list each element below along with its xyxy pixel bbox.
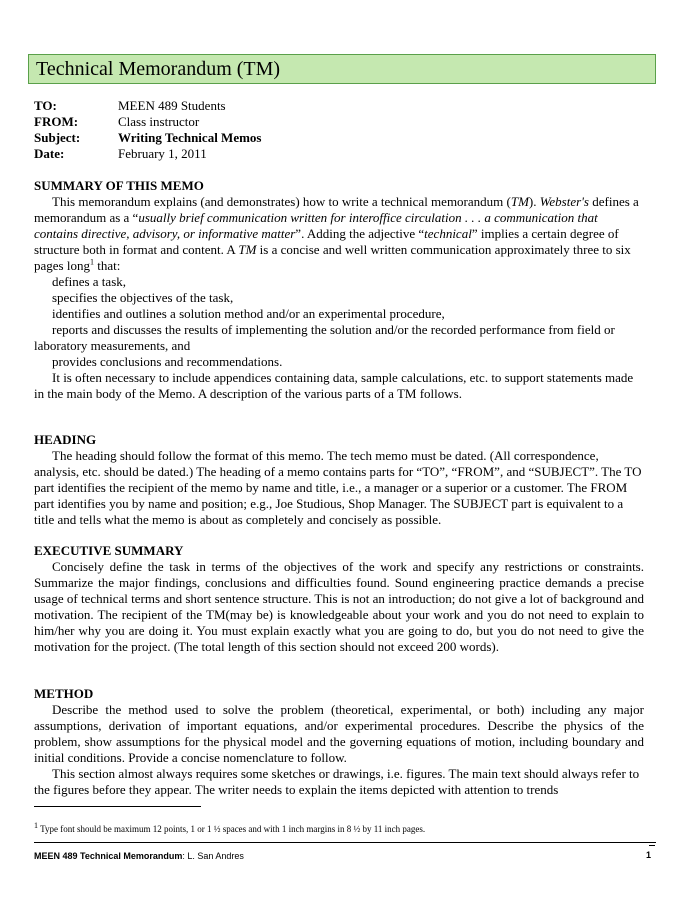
method-paragraph-2: This section almost always requires some sketches or drawings, i.e. figures. The main text should always refer to the figures before they appear. The writer needs to explain the items depicted with attention to trends xyxy=(34,766,640,797)
method-heading: METHOD xyxy=(34,686,94,701)
method-paragraph: Describe the method used to solve the problem (theoretical, experimental, or both) including any major assumptions, derivation of important equations, and/or experimental procedures. Describe the physics of the problem, show assumptions for the physical model and the governing equations of motion, including boundary and initial conditions. Provide a concise nomenclature to follow. xyxy=(34,702,644,765)
footer-rule xyxy=(34,842,656,843)
footer-course: MEEN 489 Technical Memorandum xyxy=(34,851,183,861)
list-item: defines a task, xyxy=(52,274,127,289)
list-item: reports and discusses the results of implementing the solution and/or the recorded performance from field or laboratory measurements, and xyxy=(34,322,615,353)
list-item: specifies the objectives of the task, xyxy=(52,290,234,305)
executive-heading: EXECUTIVE SUMMARY xyxy=(34,543,184,558)
heading-section-heading: HEADING xyxy=(34,432,97,447)
summary-paragraph-2: It is often necessary to include appendices containing data, sample calculations, etc. to support statements made in the main body of the Memo. A description of the various parts of a TM follows. xyxy=(34,370,634,401)
list-item: identifies and outlines a solution method and/or an experimental procedure, xyxy=(52,306,445,321)
heading-paragraph: The heading should follow the format of this memo. The tech memo must be dated. (All correspondence, analysis, etc. should be dated.) The heading of a memo contains parts for “TO”, “FROM”, and “SUBJECT”. The TO part identifies the recipient of the memo by name and title, i.e., a manager or a superior or a customer. The FROM part identifies you by name and position; e.g., Joe Studious, Shop Manager. The SUBJECT part is equivalent to a title and tells what the memo is about as completely and concisely as possible. xyxy=(34,448,642,527)
method-body-2 xyxy=(34,766,644,798)
to-label: TO: xyxy=(34,98,57,113)
date-value: February 1, 2011 xyxy=(118,146,207,161)
summary-body xyxy=(34,194,644,370)
title-banner xyxy=(28,54,656,84)
footnote-ref: 1 xyxy=(89,257,94,267)
footnote-number: 1 xyxy=(34,821,38,830)
summary-heading: SUMMARY OF THIS MEMO xyxy=(34,178,204,193)
footer-author: : L. San Andres xyxy=(182,851,244,861)
to-value: MEEN 489 Students xyxy=(118,98,226,113)
executive-body xyxy=(34,559,644,655)
page-number: 1 xyxy=(646,850,652,860)
footnote-rule xyxy=(34,806,201,807)
footnote xyxy=(34,823,425,835)
from-value: Class instructor xyxy=(118,114,200,129)
heading-section-body xyxy=(34,448,644,528)
list-item: provides conclusions and recommendations. xyxy=(52,354,283,369)
date-label: Date: xyxy=(34,146,65,161)
footnote-text: Type font should be maximum 12 points, 1 or 1 ½ spaces and with 1 inch margins in 8 ½ by 11 inch pages. xyxy=(38,824,426,834)
subject-value: Writing Technical Memos xyxy=(118,130,262,145)
page-footer xyxy=(34,850,244,862)
memo-title: Technical Memorandum (TM) xyxy=(36,58,281,80)
summary-paragraph: This memorandum explains (and demonstrates) how to write a technical memorandum (TM). Webster's defines a memorandum as a “usually brief communication written for interoffice circulation . . . a communication that contains directive, advisory, or informative matter”. Adding the adjective “technical” implies a certain degree of structure both in format and content. A TM is a concise and well written communication approximately three to six pages long$^1$ that: xyxy=(34,194,639,273)
page-number-mark xyxy=(649,845,655,846)
from-label: FROM: xyxy=(34,114,79,129)
executive-paragraph: Concisely define the task in terms of the objectives of the work and specify any restrictions or constraints. Summarize the major findings, conclusions and difficulties found. Sound engineering practice demands a precise usage of technical terms and short sentence structure. This is not an introduction; do not give a lot of background and motivation. The recipient of the TM(may be) is knowledgeable about your work and you do not need to explain to him/her why you are doing it. You must explain exactly what you are going to do, but you do not need to give the motivation for the project. (The total length of this section should not exceed 200 words). xyxy=(34,559,644,654)
subject-label: Subject: xyxy=(34,130,81,145)
method-body xyxy=(34,702,644,766)
summary-paragraph-2-wrap xyxy=(34,370,644,402)
